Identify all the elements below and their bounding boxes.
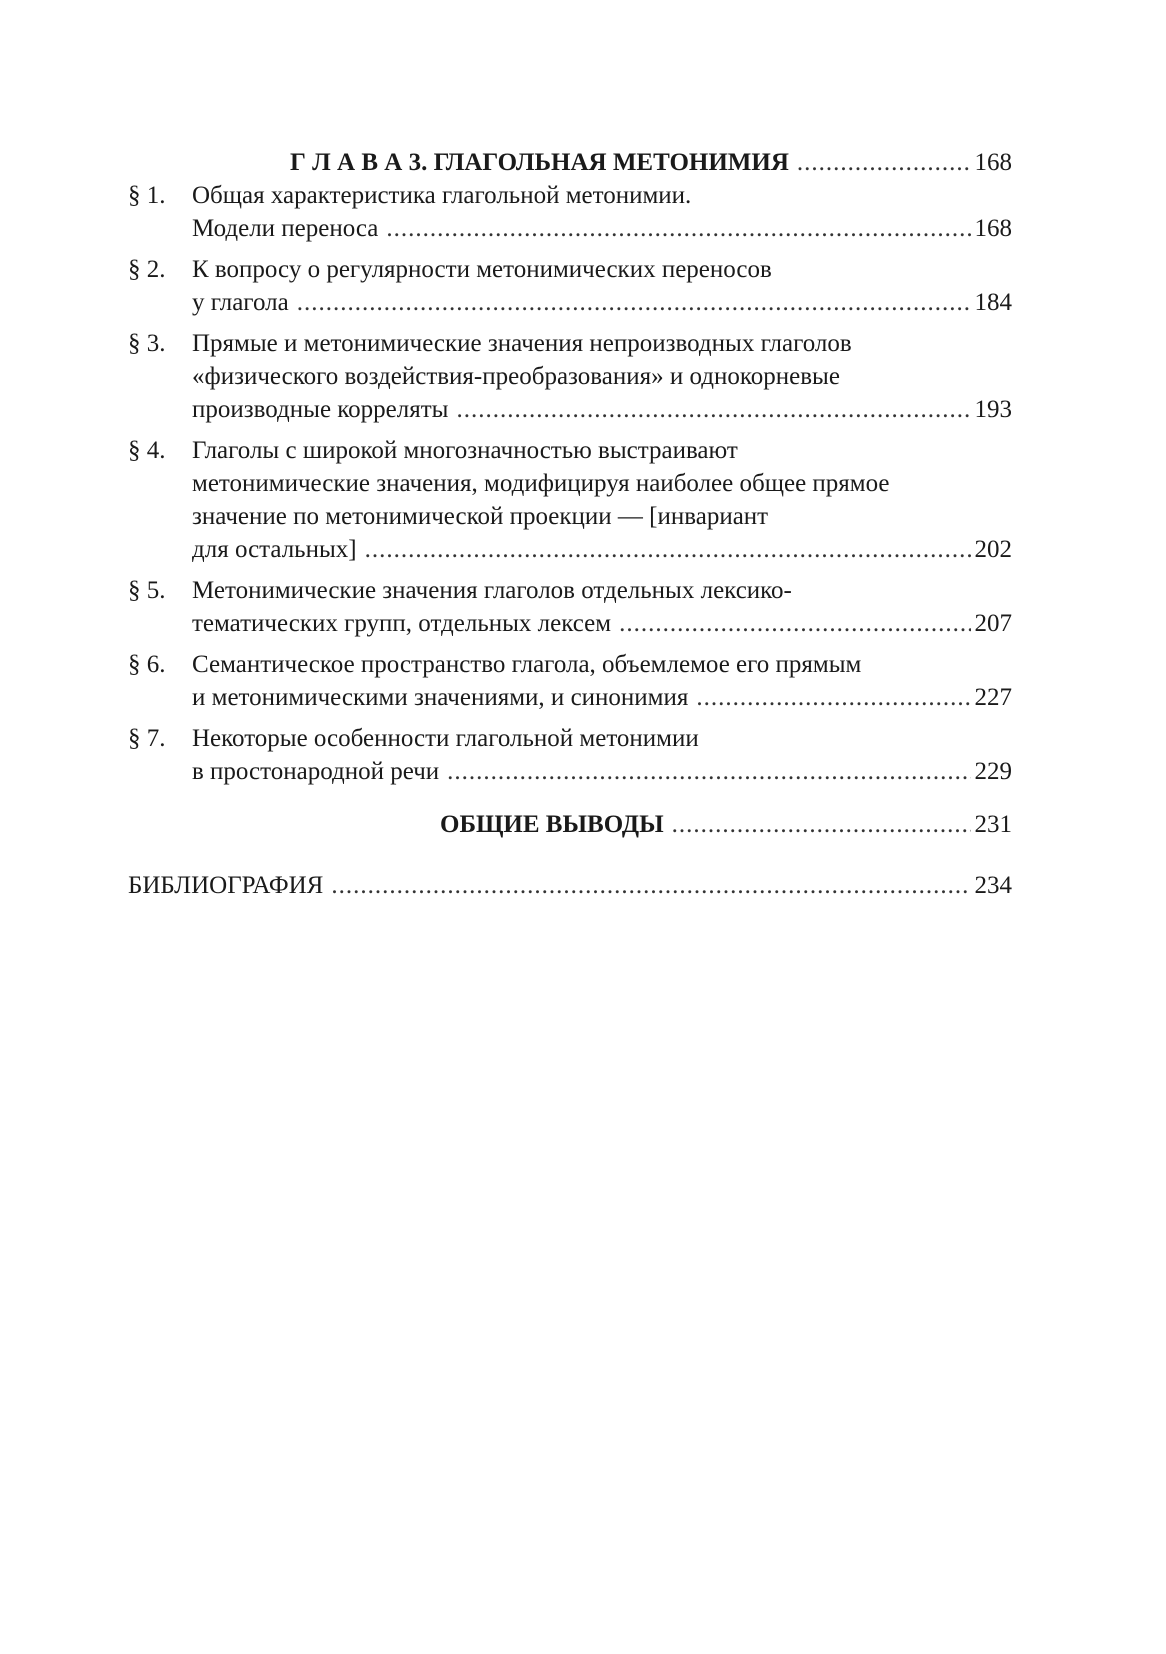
leader-dots [386,212,970,245]
section-page-number: 193 [974,396,1012,423]
leader-dots [696,681,970,714]
sections-list [128,179,1012,788]
section-last-line [192,681,1012,714]
toc-section-entry [128,722,1012,788]
leader-dots [797,146,971,179]
section-title-line: и метонимическими значениями, и синонимия [192,684,689,711]
section-number: § 2. [128,256,166,283]
section-page-number: 202 [974,536,1012,563]
section-page-number: 184 [974,289,1012,316]
leader-dots [456,393,970,426]
section-last-line [192,533,1012,566]
section-last-line [192,607,1012,640]
section-title-line: Глаголы с широкой многозначностью выстраивают [192,437,738,464]
toc-section-entry [128,434,1012,566]
section-page-number: 168 [974,215,1012,242]
leader-dots [447,755,970,788]
leader-dots [297,286,971,319]
section-title-line: значение по метонимической проекции — [инвариант [192,503,769,530]
section-title-line: у глагола [192,289,289,316]
section-last-line [192,755,1012,788]
section-title-block [192,179,1012,245]
section-page-number: 229 [974,758,1012,785]
section-title-line: Семантическое пространство глагола, объемлемое его прямым [192,651,862,678]
section-title-block [192,648,1012,714]
bibliography-page-number: 234 [974,872,1012,899]
section-number: § 7. [128,725,166,752]
section-title-line: Некоторые особенности глагольной метонимии [192,725,699,752]
section-title-line: К вопросу о регулярности метонимических переносов [192,256,772,283]
section-page-number: 227 [974,684,1012,711]
section-title-line: производные корреляты [192,396,449,423]
section-title-line: тематических групп, отдельных лексем [192,610,612,637]
conclusions-page-number: 231 [974,811,1012,838]
conclusions-entry [128,808,1012,841]
section-number: § 1. [128,182,166,209]
section-page-number: 207 [974,610,1012,637]
section-title-line: «физического воздействия-преобразования» и однокорневые [192,363,840,390]
leader-dots [365,533,971,566]
leader-dots [619,607,970,640]
toc-section-entry [128,574,1012,640]
toc-section-entry [128,179,1012,245]
section-number: § 3. [128,330,166,357]
leader-dots [672,808,971,841]
toc-section-entry [128,327,1012,426]
section-title-line: Прямые и метонимические значения непроизводных глаголов [192,330,852,357]
section-title-line: Общая характеристика глагольной метонимии. [192,182,692,209]
toc-section-entry [128,253,1012,319]
leader-dots [331,869,970,902]
section-title-line: Метонимические значения глаголов отдельных лексико- [192,577,792,604]
section-title-line: метонимические значения, модифицируя наиболее общее прямое [192,470,890,497]
chapter-heading [128,146,1012,179]
section-title-block [192,722,1012,788]
toc-section-entry [128,648,1012,714]
section-title-block [192,327,1012,426]
chapter-page-number: 168 [974,149,1012,176]
chapter-title: Г Л А В А 3. ГЛАГОЛЬНАЯ МЕТОНИМИЯ [290,149,789,176]
section-title-block [192,253,1012,319]
section-number: § 4. [128,437,166,464]
bibliography-title: БИБЛИОГРАФИЯ [128,872,324,899]
section-number: § 5. [128,577,166,604]
bibliography-entry [128,869,1012,902]
section-title-line: Модели переноса [192,215,379,242]
section-title-line: для остальных] [192,536,357,563]
section-title-line: в простонародной речи [192,758,440,785]
section-last-line [192,212,1012,245]
section-last-line [192,393,1012,426]
section-title-block [192,574,1012,640]
section-last-line [192,286,1012,319]
table-of-contents [128,146,1012,902]
conclusions-title: ОБЩИЕ ВЫВОДЫ [440,811,664,838]
section-title-block [192,434,1012,566]
section-number: § 6. [128,651,166,678]
